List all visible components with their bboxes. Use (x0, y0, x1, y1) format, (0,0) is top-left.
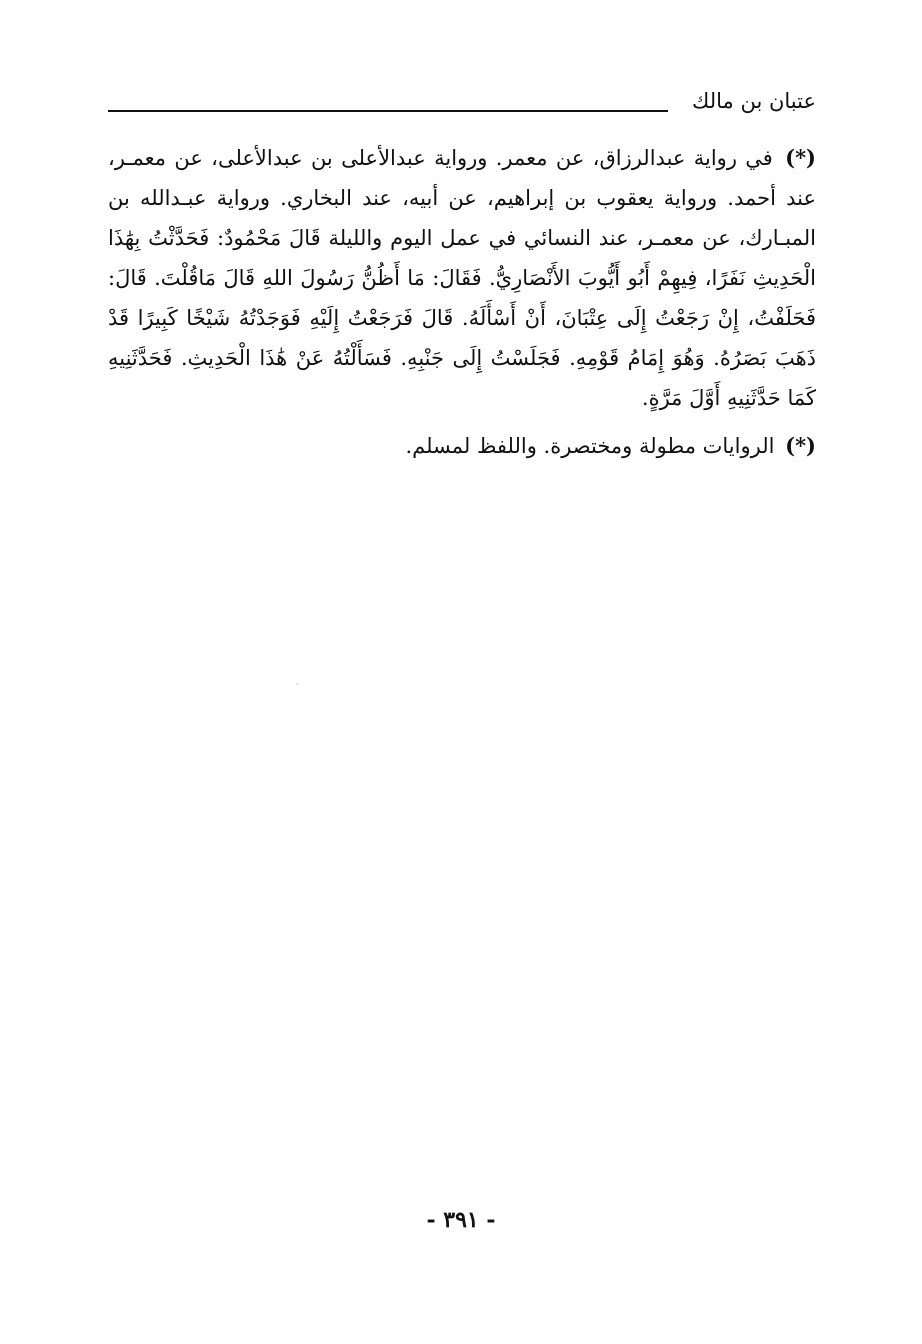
header-title: عتبان بن مالك (692, 89, 816, 113)
footnote-marker: (*) (785, 433, 816, 458)
running-header (108, 84, 816, 124)
footnote-text: الروايات مطولة ومختصرة. واللفظ لمسلم. (405, 434, 775, 458)
footnote-1 (108, 138, 816, 418)
footnote-text: في رواية عبدالرزاق، عن معمر. ورواية عبدالأعلى بن عبدالأعلى، عن معمـر، عند أحمد. ورواية يعقوب بن إبراهيم، عن أبيه، عند البخاري. ورواية عبـدالله بن المبـارك، عن معمـر، عند النسائي في عمل اليوم والليلة قَالَ مَحْمُودٌ: فَحَدَّثْتُ بِهَٰذَا الْحَدِيثِ نَفَرًا، فِيهِمْ أَبُو أَيُّوبَ الأَنْصَارِيُّ. فَقَالَ: مَا أَظُنُّ رَسُولَ اللهِ قَالَ مَاقُلْتَ. قَالَ: فَحَلَفْتُ، إِنْ رَجَعْتُ إِلَى عِتْبَانَ، أَنْ أَسْأَلَهُ. قَالَ فَرَجَعْتُ إِلَيْهِ فَوَجَدْتُهُ شَيْخًا كَبِيرًا قَدْ ذَهَبَ بَصَرُهُ. وَهُوَ إِمَامُ قَوْمِهِ. فَجَلَسْتُ إِلَى جَنْبِهِ. فَسَأَلْتُهُ عَنْ هَٰذَا الْحَدِيثِ. فَحَدَّثَنِيهِ كَمَا حَدَّثَنِيهِ أَوَّلَ مَرَّةٍ. (108, 146, 816, 410)
speck (296, 683, 298, 685)
page-number: - ٣٩١ - (426, 1207, 496, 1233)
footnotes-block (108, 138, 816, 466)
footnote-marker: (*) (785, 145, 816, 170)
footnote-2 (108, 426, 816, 466)
header-rule (108, 110, 668, 112)
